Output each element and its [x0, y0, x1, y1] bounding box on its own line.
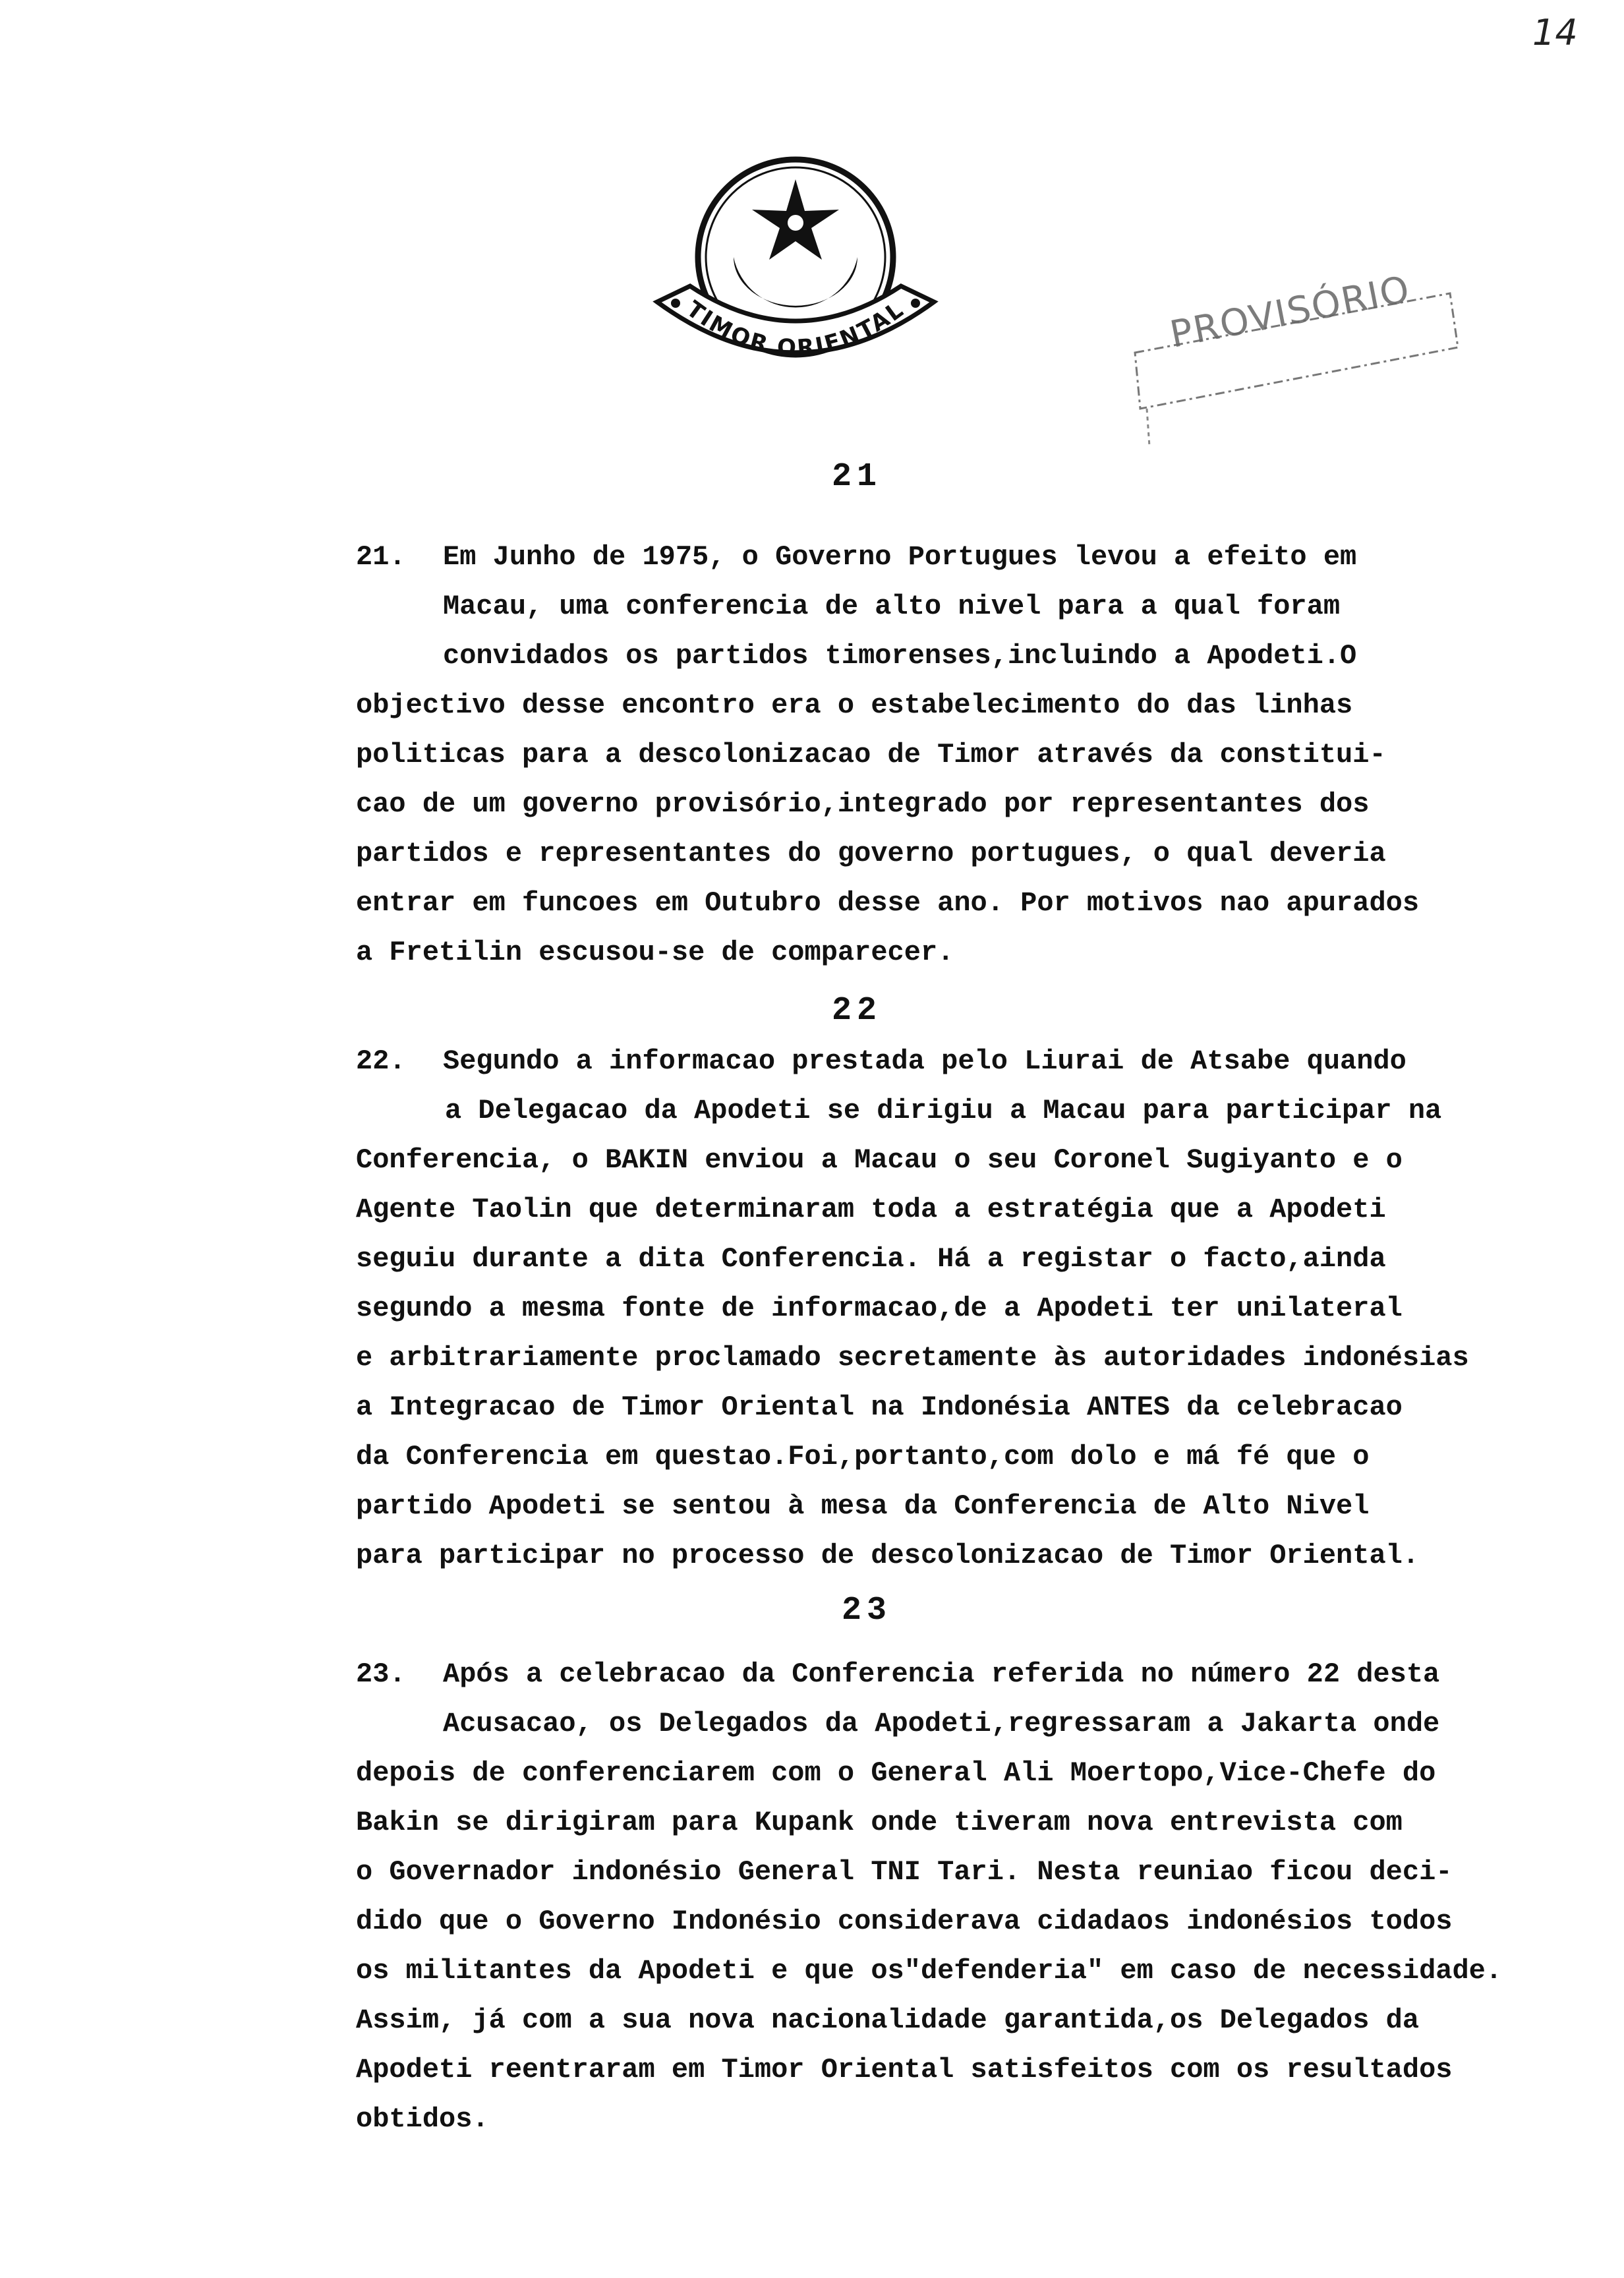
text-line: a Integracao de Timor Oriental na Indonésia ANTES da celebracao: [356, 1391, 1403, 1423]
paragraph-number: 22.: [356, 1045, 406, 1077]
text-line: Segundo a informacao prestada pelo Liurai de Atsabe quando: [443, 1045, 1406, 1077]
text-line: a Delegacao da Apodeti se dirigiu a Macau para participar na: [445, 1095, 1442, 1126]
paragraph-21: [356, 533, 1542, 978]
text-line: dido que o Governo Indonésio considerava cidadaos indonésios todos: [356, 1906, 1453, 1937]
text-line: partidos e representantes do governo portugues, o qual deveria: [356, 838, 1386, 869]
star-and-crescent-icon: [649, 145, 942, 402]
emblem-banner-text: TIMOR ORIENTAL: [681, 295, 910, 362]
text-line: Macau, uma conferencia de alto nivel para a qual foram: [443, 591, 1341, 622]
text-line: os militantes da Apodeti e que os"defenderia" em caso de necessidade.: [356, 1955, 1503, 1987]
text-line: Apodeti reentraram em Timor Oriental satisfeitos com os resultados: [356, 2054, 1453, 2086]
text-line: e arbitrariamente proclamado secretamente às autoridades indonésias: [356, 1342, 1469, 1374]
text-line: Conferencia, o BAKIN enviou a Macau o seu Coronel Sugiyanto e o: [356, 1144, 1403, 1176]
page-number: 14: [1532, 12, 1578, 53]
stamp-text: PROVISÓRIO: [1167, 268, 1414, 357]
text-line: depois de conferenciarem com o General Ali Moertopo,Vice-Chefe do: [356, 1757, 1436, 1789]
text-line: seguiu durante a dita Conferencia. Há a registar o facto,ainda: [356, 1243, 1386, 1275]
paragraph-23: [356, 1650, 1542, 2144]
section-heading-23: 23: [841, 1592, 892, 1629]
text-line: objectivo desse encontro era o estabelecimento do das linhas: [356, 689, 1353, 721]
paragraph-number: 23.: [356, 1658, 406, 1690]
timor-oriental-emblem: [649, 145, 942, 402]
text-line: para participar no processo de descolonizacao de Timor Oriental.: [356, 1540, 1420, 1571]
text-line: Bakin se dirigiram para Kupank onde tiveram nova entrevista com: [356, 1807, 1403, 1838]
text-line: politicas para a descolonizacao de Timor através da constitui-: [356, 739, 1386, 771]
text-line: Em Junho de 1975, o Governo Portugues levou a efeito em: [443, 541, 1357, 573]
text-line: convidados os partidos timorenses,incluindo a Apodeti.O: [443, 640, 1357, 672]
text-line: Acusacao, os Delegados da Apodeti,regressaram a Jakarta onde: [443, 1708, 1440, 1739]
text-line: entrar em funcoes em Outubro desse ano. Por motivos nao apurados: [356, 887, 1420, 919]
provisorio-stamp: [1120, 268, 1463, 452]
section-heading-22: 22: [831, 992, 882, 1030]
text-line: Assim, já com a sua nova nacionalidade garantida,os Delegados da: [356, 2004, 1420, 2036]
text-line: cao de um governo provisório,integrado por representantes dos: [356, 788, 1370, 820]
paragraph-number: 21.: [356, 541, 406, 573]
paragraph-22: [356, 1037, 1542, 1581]
text-line: partido Apodeti se sentou à mesa da Conferencia de Alto Nivel: [356, 1490, 1370, 1522]
text-line: o Governador indonésio General TNI Tari. Nesta reuniao ficou deci-: [356, 1856, 1453, 1888]
text-line: da Conferencia em questao.Foi,portanto,com dolo e má fé que o: [356, 1441, 1370, 1473]
text-line: obtidos.: [356, 2103, 489, 2135]
text-line: segundo a mesma fonte de informacao,de a Apodeti ter unilateral: [356, 1293, 1403, 1324]
section-heading-21: 21: [831, 458, 882, 496]
text-line: Após a celebracao da Conferencia referida no número 22 desta: [443, 1658, 1440, 1690]
text-line: a Fretilin escusou-se de comparecer.: [356, 937, 954, 968]
text-line: Agente Taolin que determinaram toda a estratégia que a Apodeti: [356, 1194, 1386, 1225]
